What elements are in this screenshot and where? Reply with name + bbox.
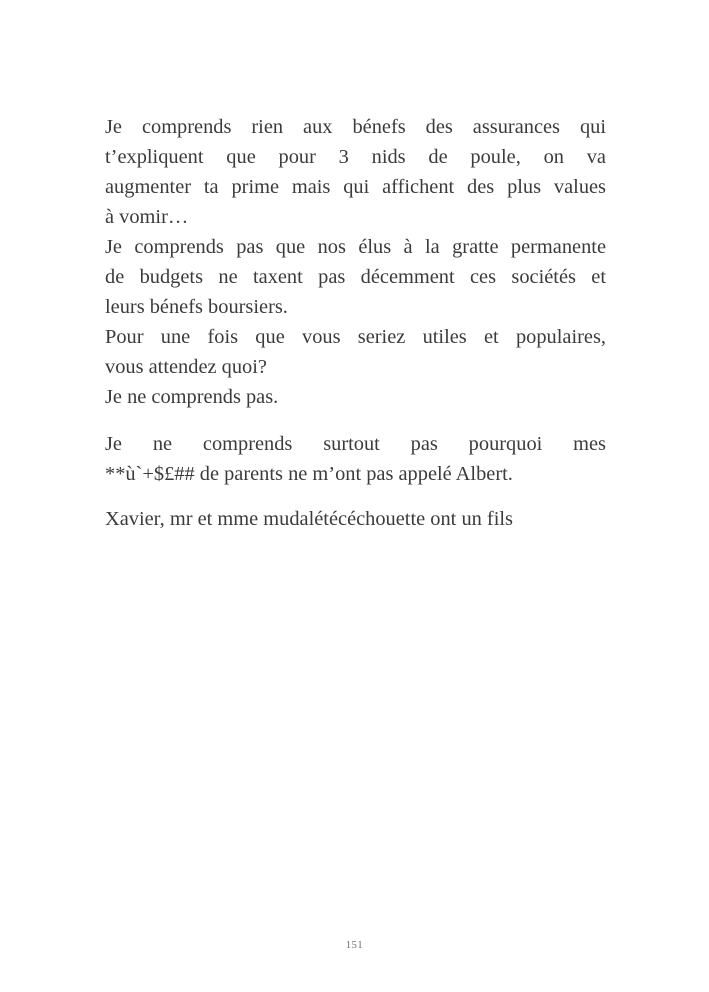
- text-line: augmenter ta prime mais qui affichent des plus values: [105, 176, 606, 198]
- text-line: Je comprends pas que nos élus à la gratte permanente: [105, 236, 606, 258]
- paragraph: [105, 232, 606, 322]
- text-line: de budgets ne taxent pas décemment ces sociétés et: [105, 266, 606, 288]
- paragraph: [105, 504, 606, 534]
- text-line: t’expliquent que pour 3 nids de poule, on va: [105, 146, 606, 168]
- text-line: Pour une fois que vous seriez utiles et populaires,: [105, 326, 606, 348]
- text-line: leurs bénefs boursiers.: [105, 296, 288, 318]
- text-line: **ù`+$£## de parents ne m’ont pas appelé Albert.: [105, 463, 513, 485]
- page-number: 151: [345, 940, 364, 951]
- text-line: vous attendez quoi?: [105, 356, 267, 378]
- text-line: Je ne comprends surtout pas pourquoi mes: [105, 433, 606, 455]
- paragraph: [105, 112, 606, 232]
- text-line: Je ne comprends pas.: [105, 386, 279, 408]
- text-line: Xavier, mr et mme mudalétécéchouette ont un fils: [105, 508, 513, 530]
- text-line: à vomir…: [105, 206, 189, 228]
- paragraph: [105, 382, 606, 412]
- paragraph: [105, 429, 606, 489]
- text-line: Je comprends rien aux bénefs des assurances qui: [105, 116, 606, 138]
- page-text: [105, 112, 606, 534]
- paragraph: [105, 322, 606, 382]
